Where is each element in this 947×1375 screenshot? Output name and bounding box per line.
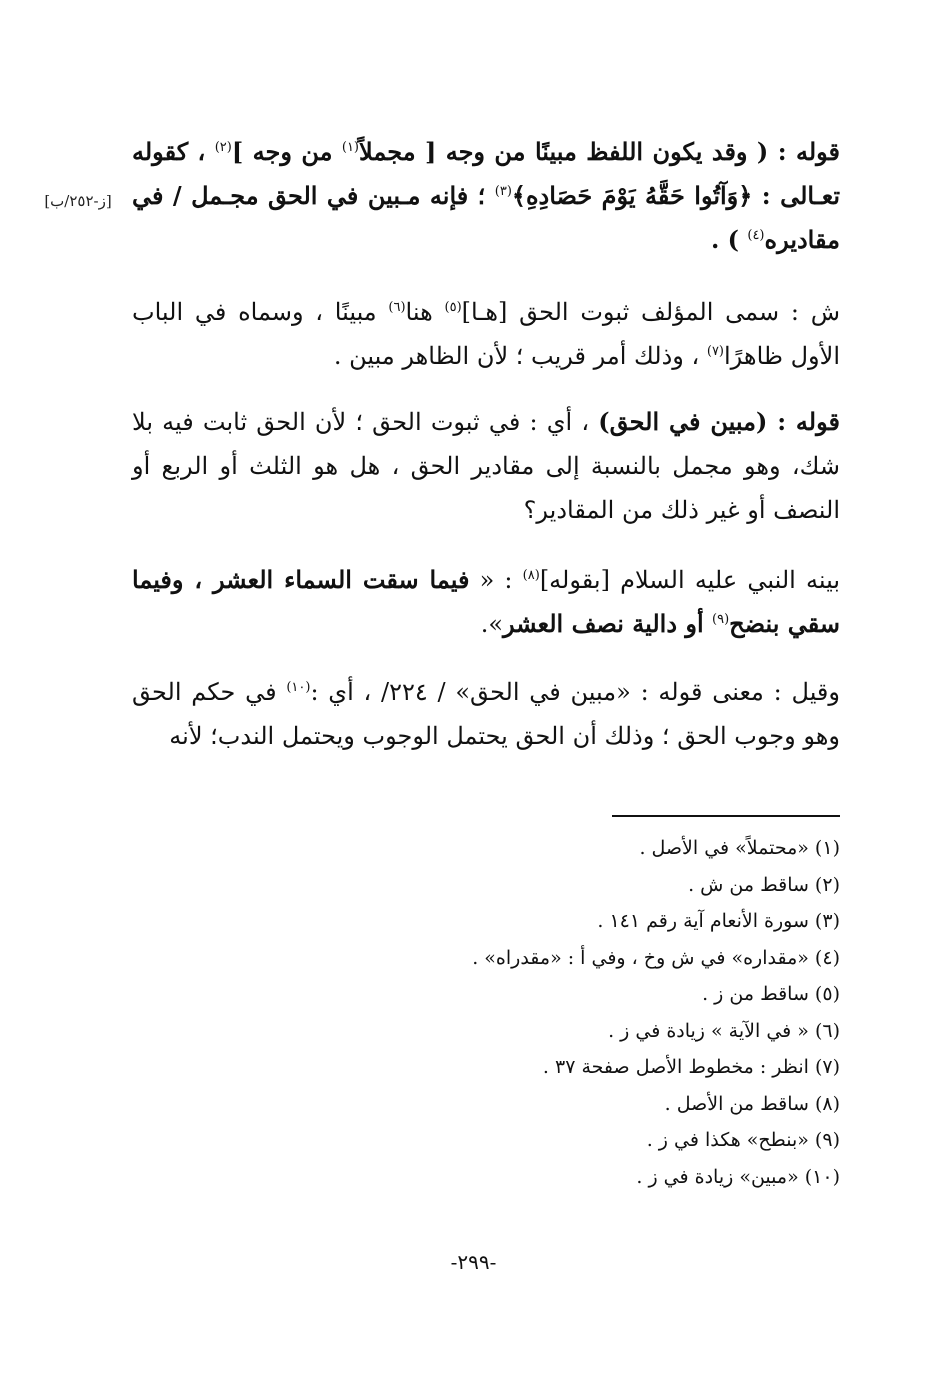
paragraph-commentary-3 [132,670,840,758]
footnote-item: (١٠) «مبين» زيادة في ز . [636,1165,840,1188]
footnote-ref-4: (٤) [747,228,765,243]
p2-text-b: هنا [405,298,445,326]
paragraph-commentary-1 [132,290,840,378]
p4-text-a: بينه النبي عليه السلام [بقوله] [539,566,840,594]
p2-text-a: ش : سمى المؤلف ثبوت الحق [هـا] [461,298,840,326]
footnote-item: (٤) «مقداره» في ش وخ ، وفي أ : «مقدراه» . [472,946,840,969]
p5-text-a: وقيل : معنى قوله : «مبين في الحق» / ٢٢٤/ ، أي : [310,678,840,706]
p4-text-e: ». [480,610,503,638]
footnote-item: (٣) سورة الأنعام آية رقم ١٤١ . [597,910,840,932]
footnote-ref-5: (٥) [444,300,462,315]
footnote-ref-8: (٨) [522,568,540,583]
p1-text-e: ) . [710,225,748,254]
p1-text-c: ، كقوله تعـالى : ﴿وَآتُوا حَقَّهُ يَوْمَ حَصَادِهِ﴾ [132,137,840,210]
footnote-item: (٩) «بنطح» هكذا في ز . [646,1129,840,1151]
p1-text-d: ؛ فإنه مـبين في الحق مجـمل / في مقاديره [132,181,840,254]
footnote-ref-2: (٢) [214,140,232,155]
footnote-ref-10: (١٠) [286,680,311,695]
p5-text-b: في حكم الحق وهو وجوب الحق ؛ وذلك أن الحق يحتمل الوجوب ويحتمل الندب؛ لأنه [132,678,840,750]
footnote-item: (٢) ساقط من ش . [688,873,840,896]
main-text-2 [132,290,840,378]
page-number: -٢٩٩- [450,1250,497,1274]
p4-text-b: : « [469,566,523,594]
footnote-ref-3: (٣) [494,184,512,199]
footnote-item: (٥) ساقط من ز . [702,983,840,1005]
footnote-item: (٦) « في الآية » زيادة في ز . [608,1019,840,1042]
main-text-3 [132,400,840,532]
footnote-item: (١) «محتملاً» في الأصل . [639,837,840,859]
main-text [132,130,840,276]
footnote-item: (٨) ساقط من الأصل . [664,1092,840,1115]
footnotes [300,830,840,1195]
main-text-5 [132,670,840,758]
footnote-item: (٧) انظر : مخطوط الأصل صفحة ٣٧ . [542,1056,840,1078]
manuscript-folio-marker: [ز-٢٥٢/ب] [44,192,112,210]
footnote-ref-6: (٦) [388,300,406,315]
paragraph-hadith [132,558,840,646]
p3-text: ، أي : في ثبوت الحق ؛ لأن الحق ثابت فيه بلا شك، وهو مجمل بالنسبة إلى مقادير الحق ، هل هو الثلث أو الربع أو النصف أو غير ذلك من المقادير؟ [132,408,840,524]
footnote-ref-9: (٩) [712,612,730,627]
p4-hadith-text-end: أو دالية نصف العشر [503,609,713,638]
paragraph-quote-1 [132,130,840,276]
p3-quote: قوله : (مبين في الحق) [598,407,840,436]
p4-hadith-text: فيما سقت السماء العشر ، وفيما سقي بنضح [132,565,840,638]
footnote-ref-1: (١) [341,140,359,155]
footnote-separator [612,815,840,817]
paragraph-commentary-2 [132,400,840,532]
p2-text-d: ، وذلك أمر قريب ؛ لأن الظاهر مبين . [333,342,707,370]
footnote-ref-7: (٧) [706,344,724,359]
main-text-4 [132,558,840,646]
p2-text-c: مبينًا ، وسماه في الباب الأول ظاهرًا [132,298,840,370]
p1-text-a: قوله : ( وقد يكون اللفظ مبينًا من وجه [ مجملاً [359,137,841,166]
p1-text-b: من وجه ] [231,137,342,166]
